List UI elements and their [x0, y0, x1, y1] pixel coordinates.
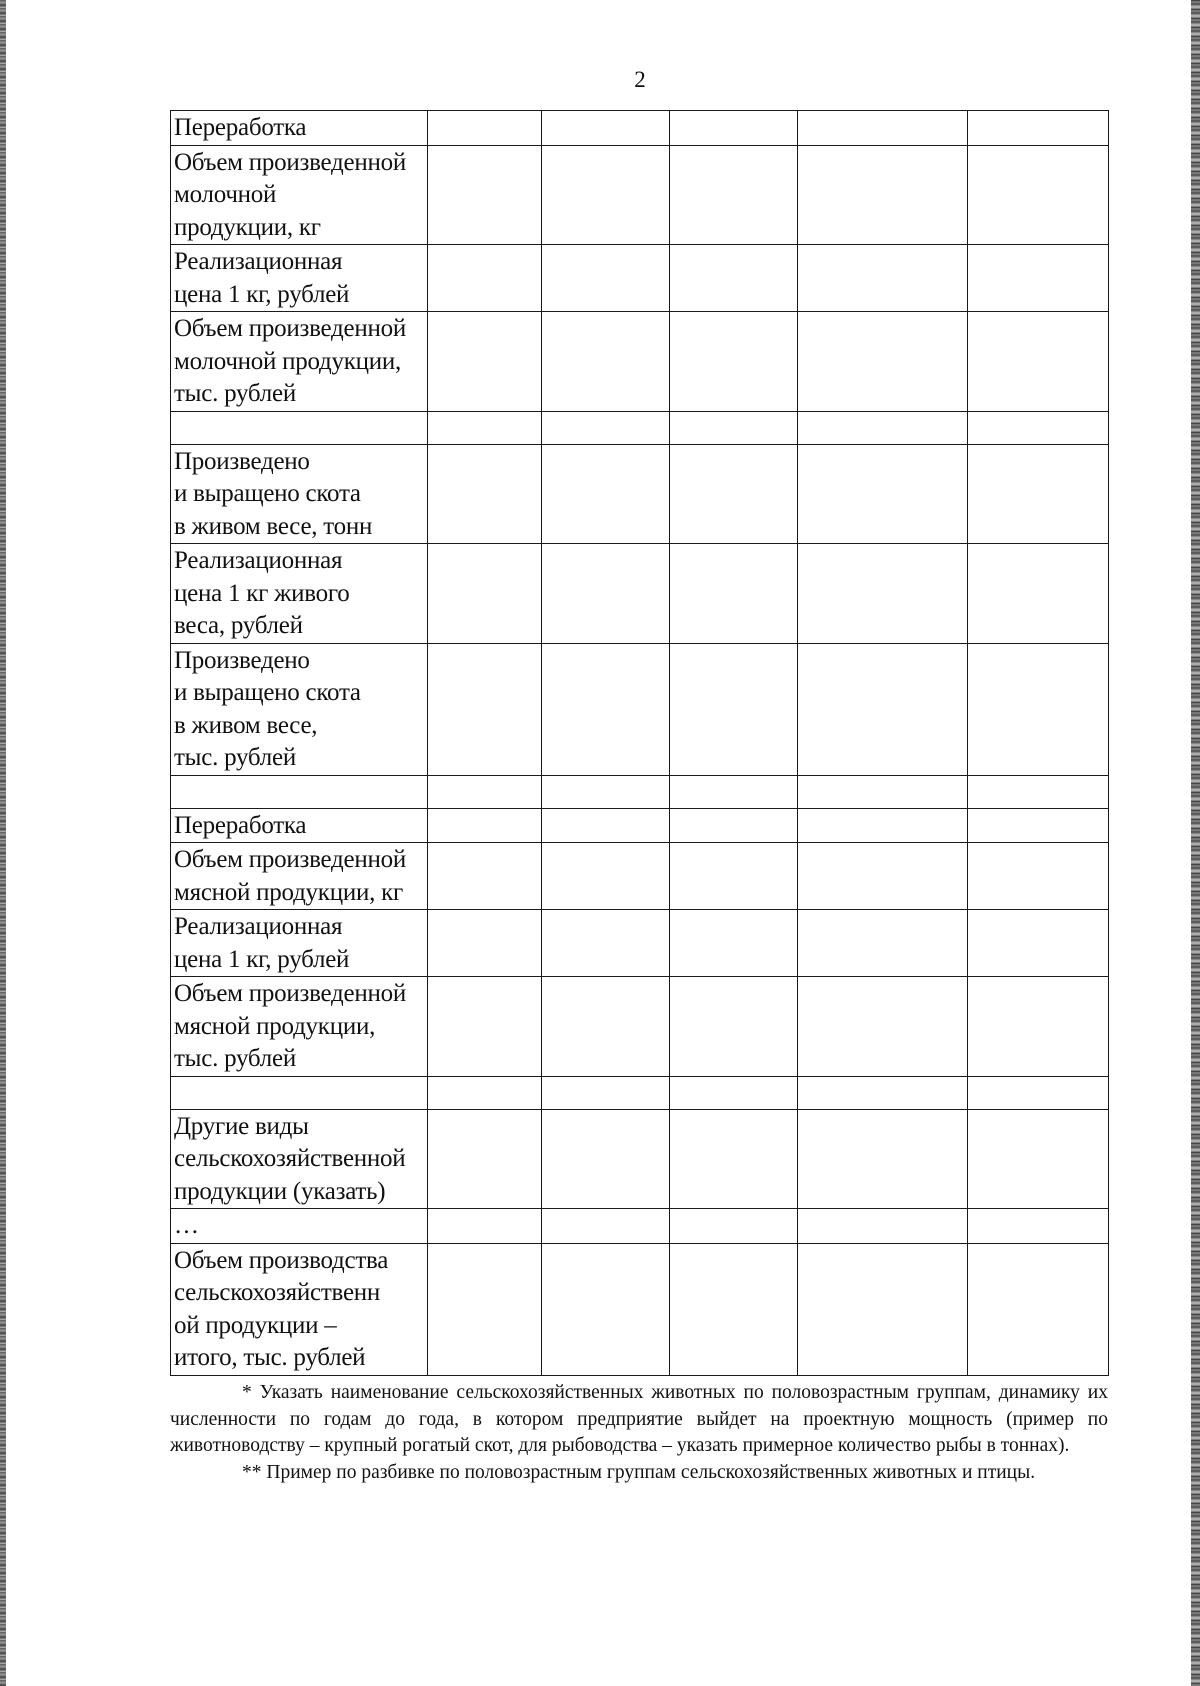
table-cell — [428, 111, 542, 146]
table-cell — [542, 775, 670, 808]
row-label — [171, 1076, 428, 1109]
table-cell — [798, 775, 968, 808]
table-row — [171, 643, 1109, 775]
row-label: Объем производства сельскохозяйственн ой продукции – итого, тыс. рублей — [171, 1243, 428, 1375]
production-table-container — [170, 110, 1109, 1376]
table-row — [171, 843, 1109, 910]
table-cell — [798, 544, 968, 644]
table-cell — [798, 312, 968, 412]
table-cell — [428, 1076, 542, 1109]
table-cell — [670, 544, 798, 644]
table-cell — [798, 643, 968, 775]
table-cell — [968, 411, 1109, 444]
table-cell — [670, 643, 798, 775]
table-cell — [968, 977, 1109, 1077]
table-cell — [968, 245, 1109, 312]
table-cell — [542, 1243, 670, 1375]
row-label — [171, 775, 428, 808]
table-cell — [798, 145, 968, 245]
table-cell — [670, 1076, 798, 1109]
table-cell — [542, 245, 670, 312]
table-row — [171, 1209, 1109, 1244]
table-cell — [428, 1209, 542, 1244]
table-row — [171, 1076, 1109, 1109]
table-cell — [542, 977, 670, 1077]
table-cell — [428, 1243, 542, 1375]
row-label: Реализационная цена 1 кг, рублей — [171, 245, 428, 312]
table-cell — [542, 444, 670, 544]
table-cell — [670, 444, 798, 544]
footnote-1: * Указать наименование сельскохозяйственных животных по половозрастным группам, динамику их численности по годам до года, в котором предприятие выйдет на проектную мощность (пример по животноводству – крупный рогатый скот, для рыбоводства – указать примерное количество рыбы в тоннах). — [170, 1382, 1108, 1456]
row-label — [171, 411, 428, 444]
table-cell — [670, 843, 798, 910]
table-cell — [542, 843, 670, 910]
table-cell — [670, 411, 798, 444]
table-cell — [968, 1109, 1109, 1209]
table-cell — [542, 312, 670, 412]
footnote-2: ** Пример по разбивке по половозрастным группам сельскохозяйственных животных и птицы. — [242, 1461, 1036, 1483]
table-cell — [968, 1209, 1109, 1244]
table-cell — [428, 245, 542, 312]
table-cell — [428, 775, 542, 808]
row-label: Другие виды сельскохозяйственной продукции (указать) — [171, 1109, 428, 1209]
table-cell — [542, 145, 670, 245]
table-cell — [798, 977, 968, 1077]
table-row — [171, 1109, 1109, 1209]
table-row — [171, 312, 1109, 412]
table-cell — [798, 1243, 968, 1375]
table-cell — [428, 145, 542, 245]
table-cell — [798, 1209, 968, 1244]
table-row — [171, 977, 1109, 1077]
table-cell — [542, 411, 670, 444]
table-cell — [968, 444, 1109, 544]
production-table — [170, 110, 1109, 1376]
table-cell — [428, 843, 542, 910]
table-cell — [428, 1109, 542, 1209]
table-cell — [670, 245, 798, 312]
table-cell — [798, 910, 968, 977]
table-cell — [542, 910, 670, 977]
table-cell — [968, 544, 1109, 644]
table-cell — [798, 1076, 968, 1109]
row-label: Объем произведенной мясной продукции, кг — [171, 843, 428, 910]
table-cell — [968, 910, 1109, 977]
table-cell — [542, 544, 670, 644]
table-cell — [670, 111, 798, 146]
table-cell — [670, 312, 798, 412]
table-cell — [428, 910, 542, 977]
table-cell — [428, 544, 542, 644]
footnotes — [170, 1380, 1108, 1486]
row-label: Произведено и выращено скота в живом весе, тыс. рублей — [171, 643, 428, 775]
page-number: 2 — [634, 67, 646, 92]
table-cell — [968, 808, 1109, 843]
table-cell — [798, 1109, 968, 1209]
table-cell — [798, 843, 968, 910]
table-row — [171, 111, 1109, 146]
row-label: Переработка — [171, 808, 428, 843]
table-row — [171, 544, 1109, 644]
table-cell — [670, 977, 798, 1077]
table-row — [171, 775, 1109, 808]
row-label: Произведено и выращено скота в живом весе, тонн — [171, 444, 428, 544]
table-cell — [542, 111, 670, 146]
table-cell — [968, 643, 1109, 775]
table-cell — [968, 843, 1109, 910]
table-cell — [428, 977, 542, 1077]
row-label: Реализационная цена 1 кг, рублей — [171, 910, 428, 977]
row-label: … — [171, 1209, 428, 1244]
table-cell — [968, 775, 1109, 808]
table-cell — [428, 312, 542, 412]
table-cell — [968, 1076, 1109, 1109]
table-row — [171, 1243, 1109, 1375]
table-cell — [428, 411, 542, 444]
table-row — [171, 145, 1109, 245]
table-cell — [968, 1243, 1109, 1375]
row-label: Объем произведенной молочной продукции, кг — [171, 145, 428, 245]
table-cell — [670, 775, 798, 808]
table-cell — [670, 1109, 798, 1209]
table-cell — [798, 444, 968, 544]
table-cell — [542, 1109, 670, 1209]
table-cell — [798, 245, 968, 312]
row-label: Объем произведенной молочной продукции, тыс. рублей — [171, 312, 428, 412]
table-cell — [968, 111, 1109, 146]
table-cell — [798, 808, 968, 843]
table-row — [171, 910, 1109, 977]
table-row — [171, 411, 1109, 444]
table-cell — [428, 808, 542, 843]
table-cell — [968, 145, 1109, 245]
table-cell — [428, 444, 542, 544]
table-cell — [670, 910, 798, 977]
table-row — [171, 444, 1109, 544]
table-cell — [542, 1209, 670, 1244]
table-row — [171, 245, 1109, 312]
table-cell — [670, 1209, 798, 1244]
row-label: Реализационная цена 1 кг живого веса, рублей — [171, 544, 428, 644]
table-cell — [670, 1243, 798, 1375]
table-row — [171, 808, 1109, 843]
table-cell — [798, 411, 968, 444]
table-cell — [670, 145, 798, 245]
table-cell — [542, 808, 670, 843]
scan-edge-left — [0, 0, 6, 1686]
row-label: Переработка — [171, 111, 428, 146]
row-label: Объем произведенной мясной продукции, тыс. рублей — [171, 977, 428, 1077]
table-cell — [670, 808, 798, 843]
scan-edge-right — [1191, 0, 1200, 1686]
table-cell — [968, 312, 1109, 412]
table-cell — [428, 643, 542, 775]
table-cell — [542, 1076, 670, 1109]
table-cell — [542, 643, 670, 775]
table-cell — [798, 111, 968, 146]
